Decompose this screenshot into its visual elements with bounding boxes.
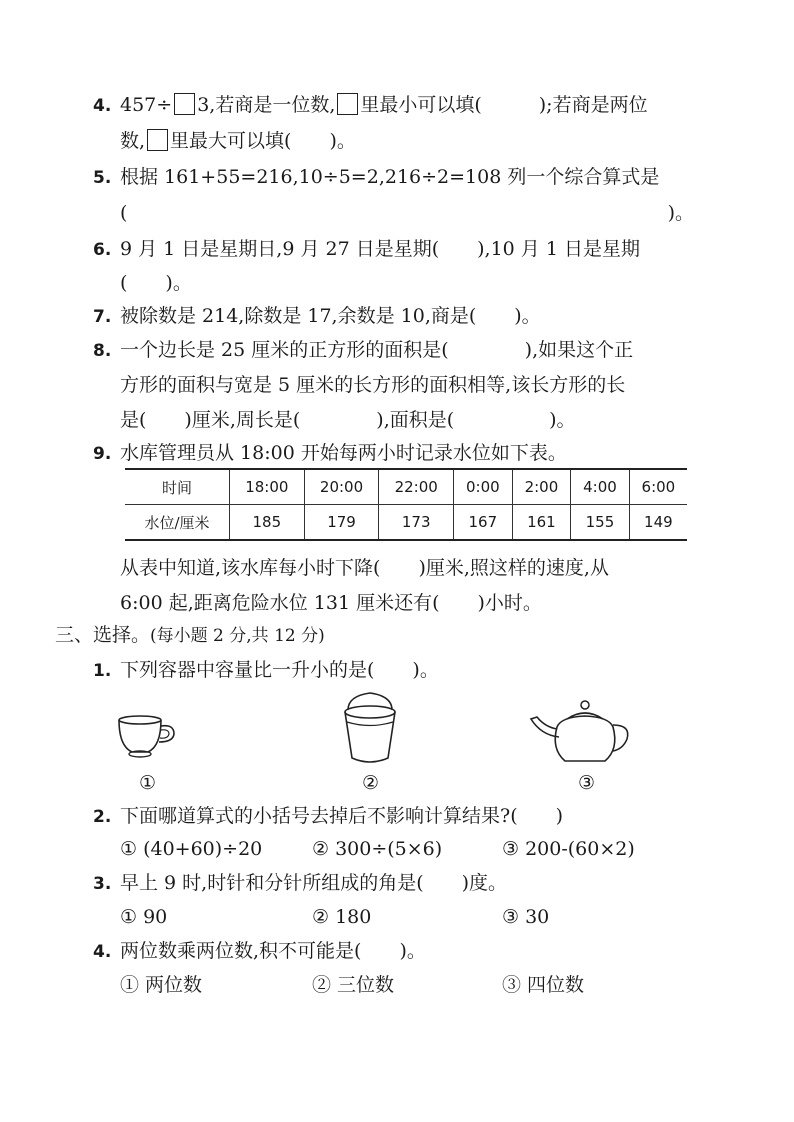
- time-cell: 18:00: [230, 469, 305, 505]
- question-4-line-1: [93, 92, 648, 119]
- question-number: 3.: [93, 874, 112, 894]
- question-9-line-3: [120, 590, 542, 616]
- blank-box[interactable]: [337, 93, 358, 115]
- q8-text-3: 是( )厘米,周长是( ),面积是( )。: [120, 409, 576, 431]
- mc-question-1: [93, 657, 439, 684]
- q8-text-1: 一个边长是 25 厘米的正方形的面积是( ),如果这个正: [120, 339, 634, 361]
- teacup-icon: [112, 712, 184, 764]
- option-label[interactable]: ③: [578, 772, 596, 794]
- q4-text-e: 里最大可以填( )。: [170, 130, 356, 152]
- option[interactable]: ① 90: [120, 906, 168, 928]
- mc2-stem: 下面哪道算式的小括号去掉后不影响计算结果?( ): [120, 805, 564, 827]
- question-6-line-2: [120, 270, 192, 296]
- option[interactable]: ② 三位数: [312, 974, 395, 996]
- time-cell: 20:00: [304, 469, 379, 505]
- question-5-line-2: [120, 200, 694, 226]
- q4-text-a: 457÷: [120, 94, 173, 116]
- question-number: 1.: [93, 661, 112, 681]
- question-4-line-2: [120, 128, 356, 154]
- option[interactable]: ② 300÷(5×6): [312, 838, 443, 860]
- option[interactable]: ③ 30: [502, 906, 550, 928]
- q5-text: 根据 161+55=216,10÷5=2,216÷2=108 列一个综合算式是: [120, 166, 660, 188]
- question-number: 2.: [93, 807, 112, 827]
- option[interactable]: ① (40+60)÷20: [120, 838, 263, 860]
- section-heading: [55, 622, 325, 649]
- q6-text-2: ( )。: [120, 272, 192, 294]
- time-cell: 6:00: [629, 469, 687, 505]
- level-cell: 173: [379, 505, 454, 541]
- time-cell: 4:00: [571, 469, 630, 505]
- question-8-line-1: [93, 337, 633, 364]
- time-cell: 22:00: [379, 469, 454, 505]
- question-9-line-2: [120, 555, 609, 581]
- water-level-table: [125, 468, 687, 541]
- q9-text-1: 水库管理员从 18:00 开始每两小时记录水位如下表。: [120, 442, 567, 464]
- mc-question-3: [93, 870, 507, 897]
- teapot-icon: [527, 697, 635, 769]
- table-row: [125, 469, 687, 505]
- table-header-cell: 时间: [125, 469, 230, 505]
- q9-text-2: 从表中知道,该水库每小时下降( )厘米,照这样的速度,从: [120, 557, 609, 579]
- blank-box[interactable]: [147, 129, 168, 151]
- level-cell: 167: [454, 505, 513, 541]
- q9-text-3: 6:00 起,距离危险水位 131 厘米还有( )小时。: [120, 592, 542, 614]
- question-9-line-1: [93, 440, 567, 467]
- question-number: 7.: [93, 307, 112, 327]
- table-row: [125, 505, 687, 541]
- time-cell: 2:00: [512, 469, 571, 505]
- section-title: 三、选择。: [55, 624, 151, 646]
- level-cell: 149: [629, 505, 687, 541]
- level-cell: 179: [304, 505, 379, 541]
- section-note: (每小题 2 分,共 12 分): [150, 626, 325, 646]
- bucket-icon: [338, 688, 402, 768]
- answer-paren-open: (: [120, 202, 128, 224]
- question-number: 5.: [93, 168, 112, 188]
- question-number: 4.: [93, 942, 112, 962]
- q6-text: 9 月 1 日是星期日,9 月 27 日是星期( ),10 月 1 日是星期: [120, 238, 640, 260]
- q4-text-c: 里最小可以填( );若商是两位: [360, 94, 648, 116]
- mc3-stem: 早上 9 时,时针和分针所组成的角是( )度。: [120, 872, 508, 894]
- level-cell: 155: [571, 505, 630, 541]
- option[interactable]: ③ 四位数: [502, 974, 585, 996]
- question-number: 8.: [93, 341, 112, 361]
- question-5-line-1: [93, 164, 659, 191]
- question-8-line-2: [120, 372, 625, 398]
- level-cell: 161: [512, 505, 571, 541]
- q4-text-d: 数,: [120, 130, 146, 152]
- answer-paren-close: )。: [667, 202, 694, 224]
- question-number: 4.: [93, 96, 112, 116]
- option[interactable]: ③ 200-(60×2): [502, 838, 635, 860]
- mc4-stem: 两位数乘两位数,积不可能是( )。: [120, 940, 426, 962]
- option[interactable]: ① 两位数: [120, 974, 203, 996]
- question-number: 6.: [93, 240, 112, 260]
- q7-text: 被除数是 214,除数是 17,余数是 10,商是( )。: [120, 305, 541, 327]
- blank-box[interactable]: [174, 93, 195, 115]
- mc1-stem: 下列容器中容量比一升小的是( )。: [120, 659, 439, 681]
- mc-question-4: [93, 938, 426, 965]
- q4-text-b: 3,若商是一位数,: [197, 94, 336, 116]
- mc-question-2: [93, 803, 563, 830]
- option[interactable]: ② 180: [312, 906, 372, 928]
- table-header-cell: 水位/厘米: [125, 505, 230, 541]
- question-number: 9.: [93, 444, 112, 464]
- question-6-line-1: [93, 236, 640, 263]
- q8-text-2: 方形的面积与宽是 5 厘米的长方形的面积相等,该长方形的长: [120, 374, 626, 396]
- option-label[interactable]: ②: [362, 772, 380, 794]
- option-label[interactable]: ①: [139, 772, 157, 794]
- level-cell: 185: [230, 505, 305, 541]
- question-7: [93, 303, 541, 330]
- question-8-line-3: [120, 407, 576, 433]
- time-cell: 0:00: [454, 469, 513, 505]
